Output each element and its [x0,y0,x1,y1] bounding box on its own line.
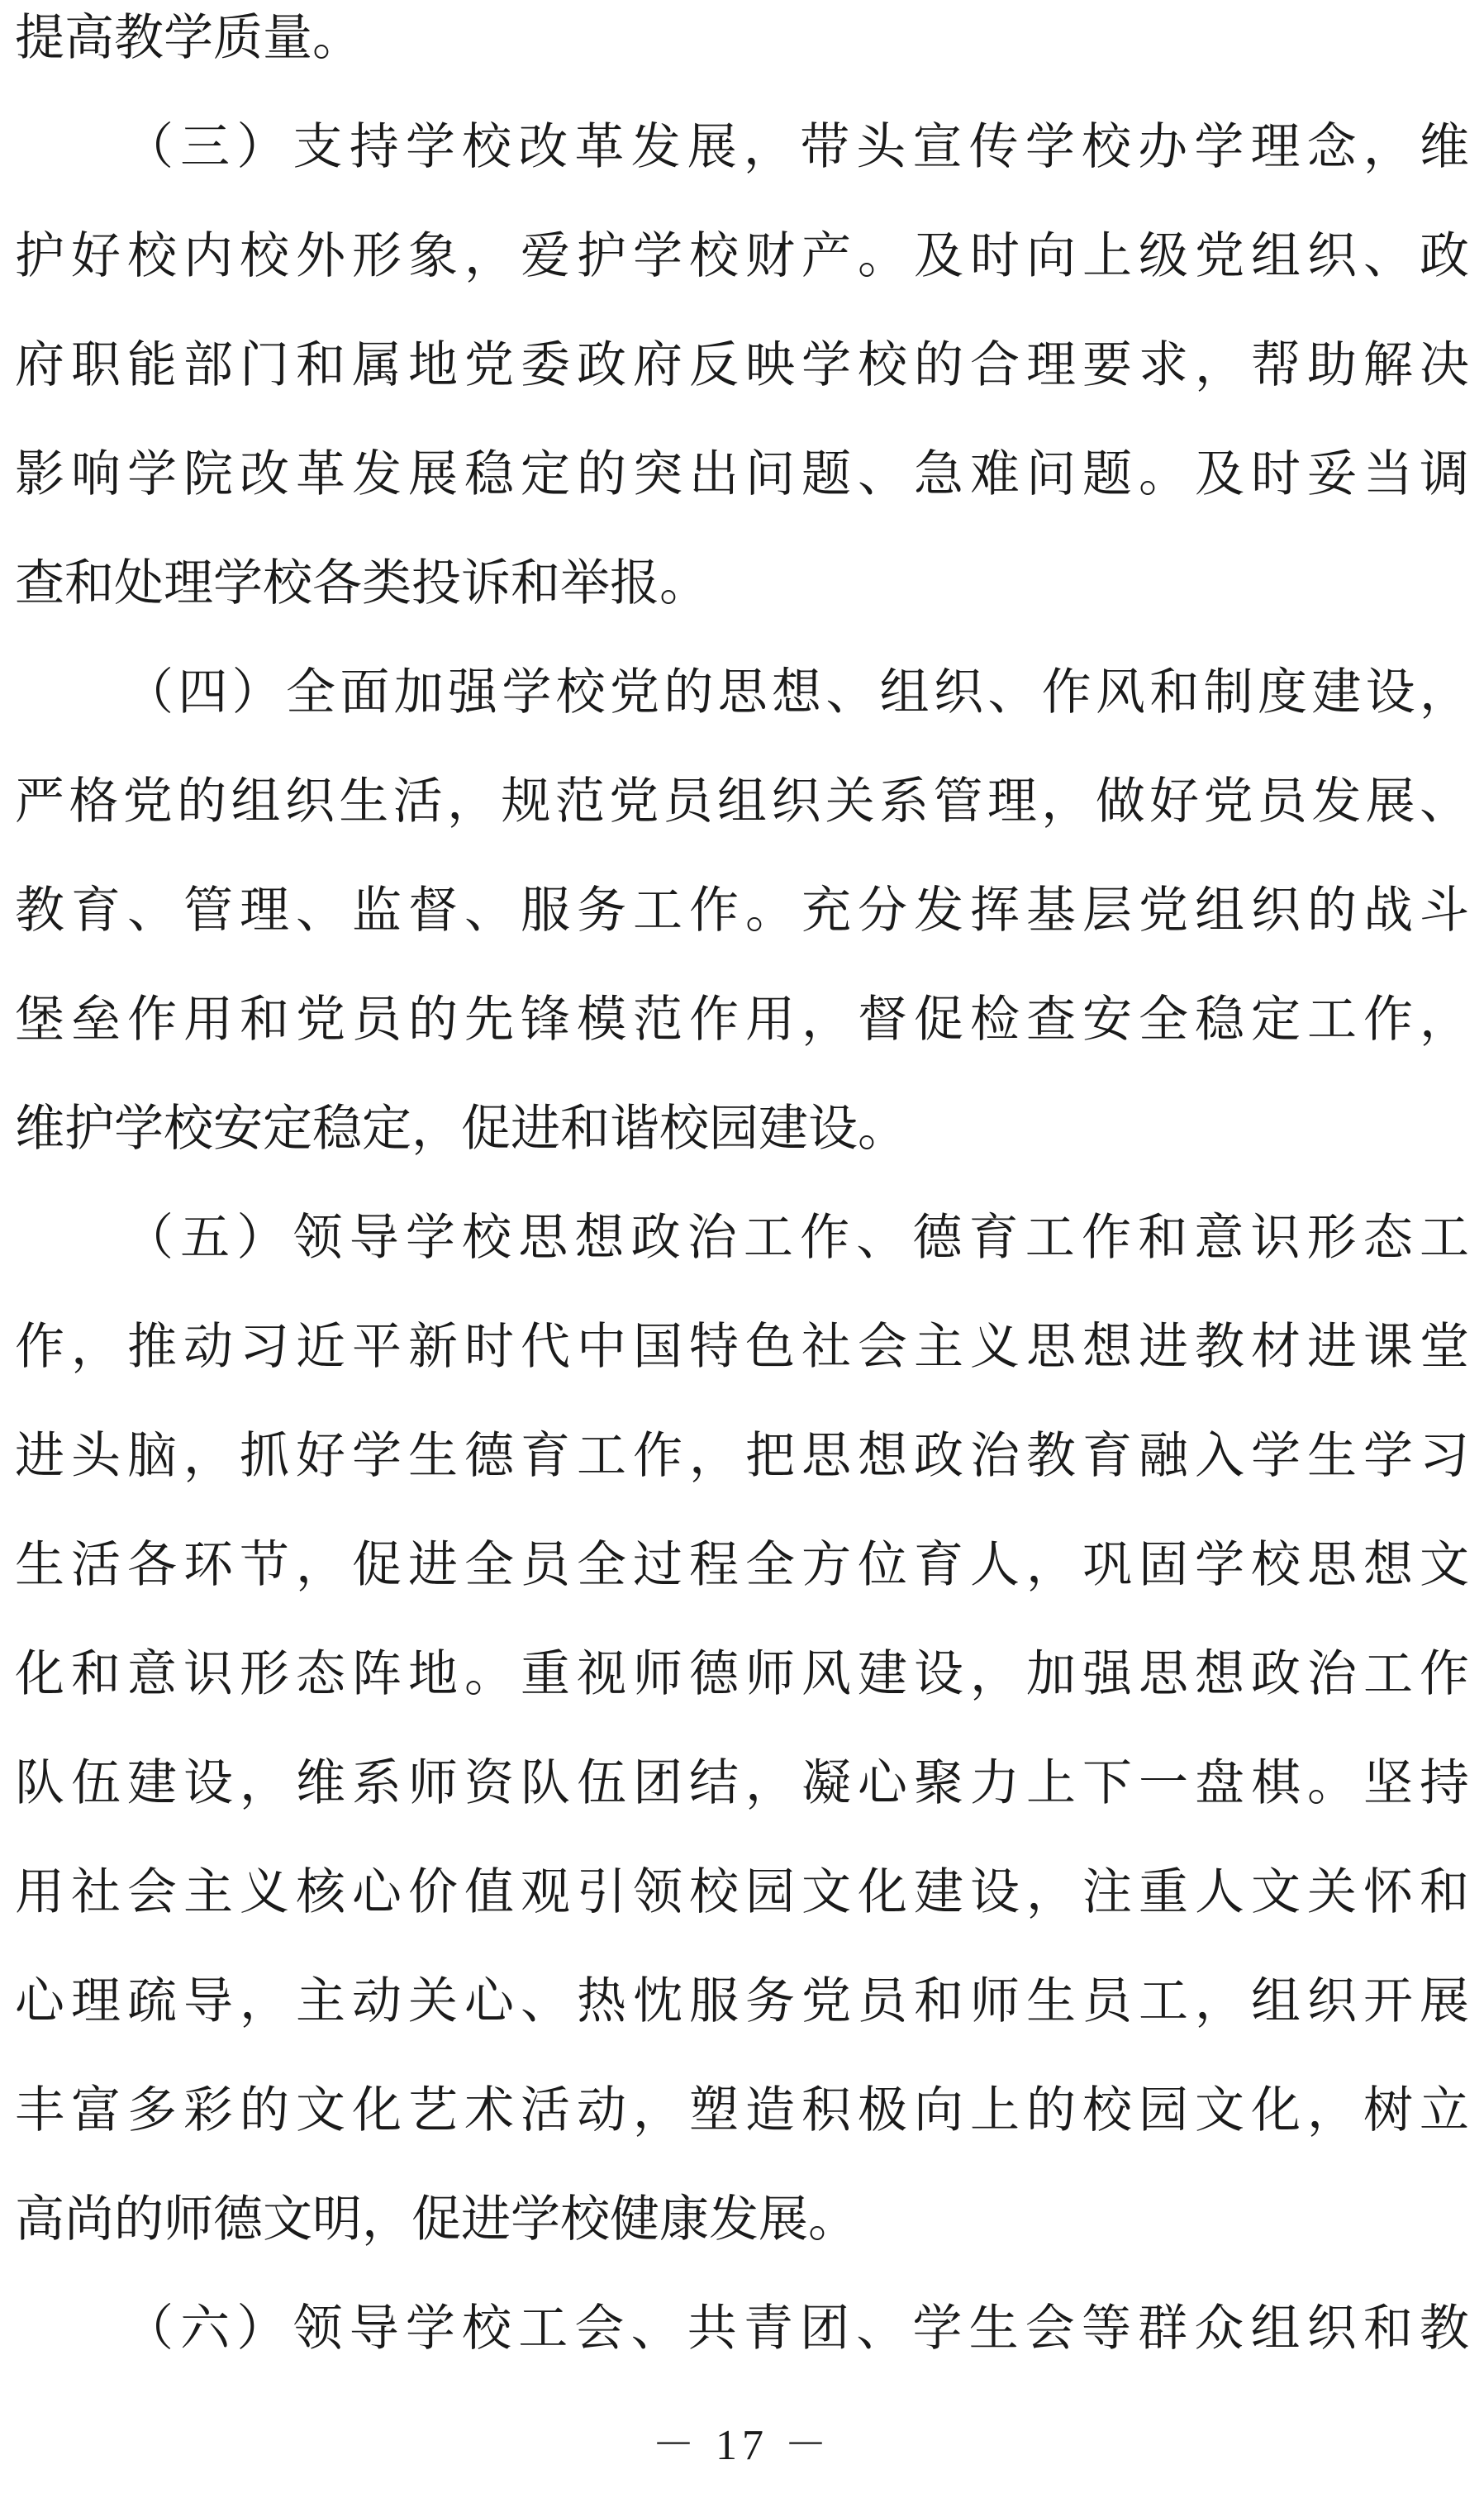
paragraph-six-start: （六）领导学校工会、共青团、学生会等群众组织和教 [124,2300,1469,2357]
text-line: 队伍建设，维系师资队伍团结，凝心聚力上下一盘棋。坚持 [15,1754,1469,1812]
text-line: 进头脑，抓好学生德育工作，把思想政治教育融入学生学习 [15,1427,1469,1485]
text-line: 影响学院改革发展稳定的突出问题、急难问题。及时妥当调 [15,445,1469,503]
text-line: 提高教学质量。 [15,9,362,67]
paragraph-five-start: （五）领导学校思想政治工作、德育工作和意识形态工 [124,1209,1469,1267]
text-line: 严格党的组织生活，规范党员组织关系管理，做好党员发展、 [15,773,1469,830]
text-line: 护好校内校外形象，爱护学校财产。及时向上级党组织、政 [15,227,1469,285]
paragraph-four-start: （四）全面加强学校党的思想、组织、作风和制度建设， [124,664,1469,721]
text-line: 化和意识形态阵地。重视师德师风建设，加强思想政治工作 [15,1645,1469,1703]
text-line: 府职能部门和属地党委政府反映学校的合理要求，帮助解决 [15,336,1469,394]
text-line: 作，推动习近平新时代中国特色社会主义思想进教材进课堂 [15,1318,1469,1376]
text-line: 用社会主义核心价值观引领校园文化建设，注重人文关怀和 [15,1863,1469,1921]
text-line: 堡垒作用和党员的先锋模范作用，督促检查安全稳定工作， [15,991,1469,1049]
text-line: 心理疏导，主动关心、热忱服务党员和师生员工，组织开展 [15,1972,1469,2030]
text-line: 高尚的师德文明，促进学校健康发展。 [15,2191,858,2248]
paragraph-three-start: （三）支持学校改革发展，带头宣传学校办学理念，维 [124,118,1469,176]
text-line: 丰富多彩的文化艺术活动，塑造积极向上的校园文化，树立 [15,2081,1469,2139]
text-line: 生活各环节，促进全员全过程全方位育人，巩固学校思想文 [15,1536,1469,1594]
text-line: 查和处理学校各类投诉和举报。 [15,554,709,612]
page-number: － 17 － [651,2422,832,2469]
text-line: 维护学校安定稳定，促进和谐校园建设。 [15,1100,907,1158]
text-line: 教育、管理、监督、服务工作。充分发挥基层党组织的战斗 [15,882,1469,940]
